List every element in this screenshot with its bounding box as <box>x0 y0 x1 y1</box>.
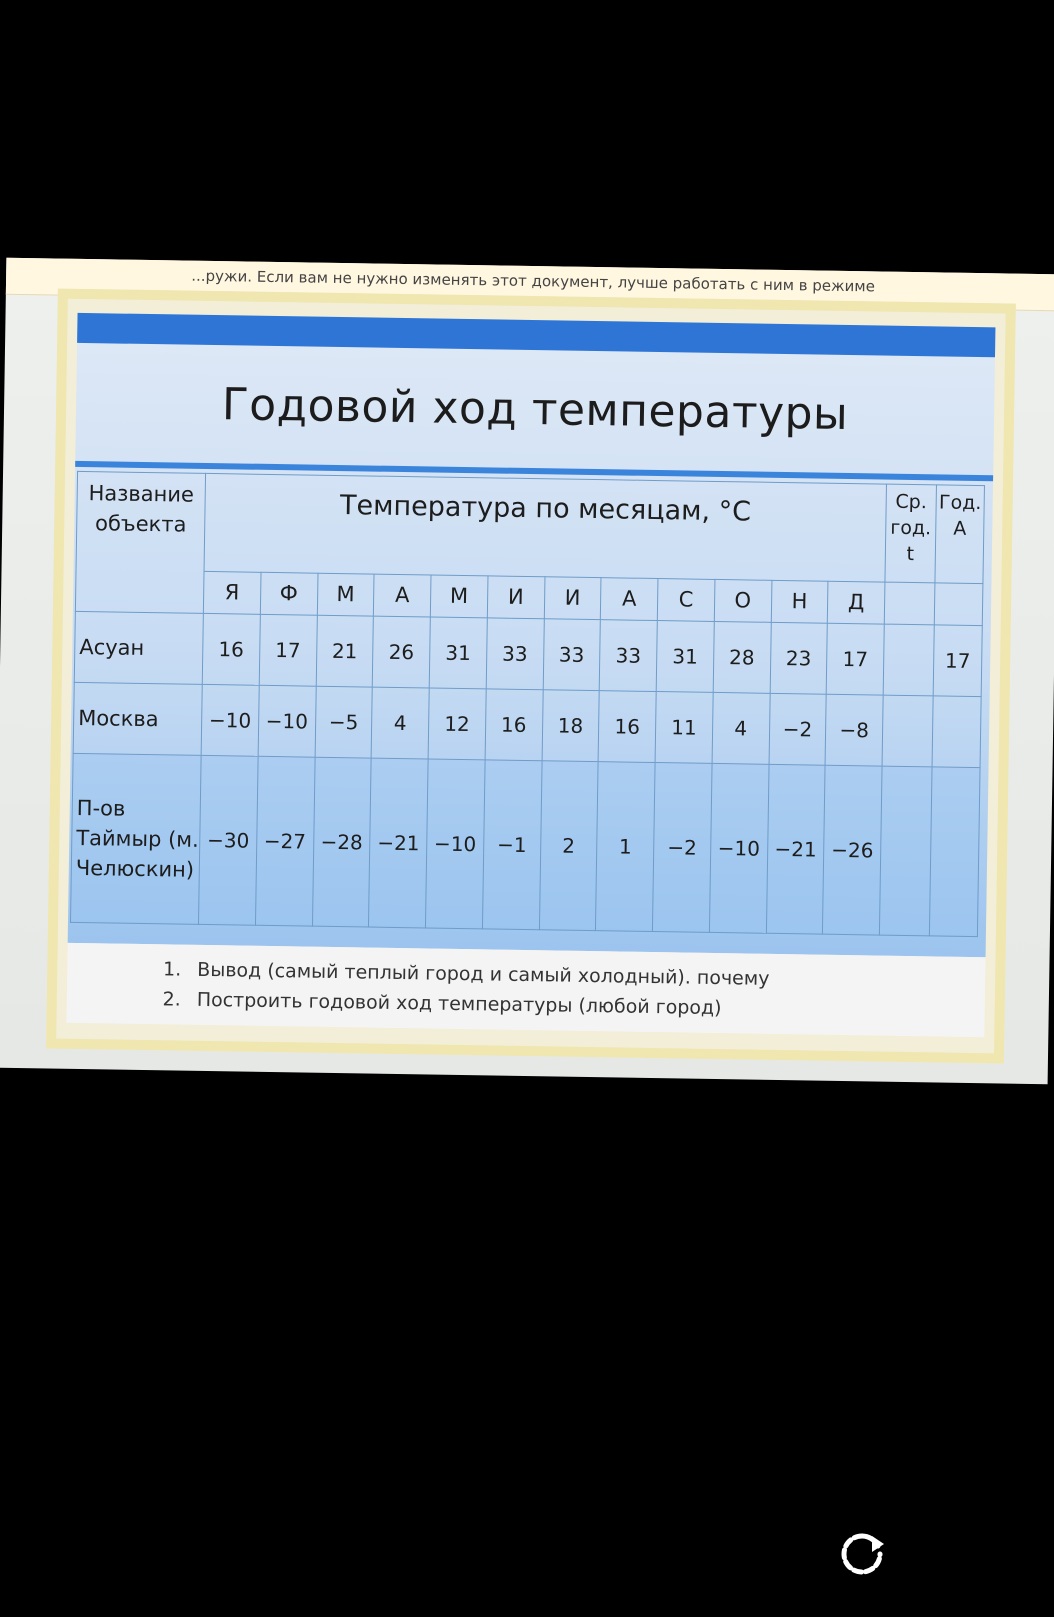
table-cell: 11 <box>655 692 713 764</box>
row-name: П-ов Таймыр (м. Челюскин) <box>70 754 201 925</box>
amplitude-cell <box>932 696 981 768</box>
table-cell: 31 <box>656 621 714 693</box>
table-cell: −10 <box>709 764 768 934</box>
header-avg-temp: Ср. год. t <box>885 484 937 582</box>
empty-cell <box>884 582 935 625</box>
header-object-name: Название объекта <box>75 471 205 613</box>
temperature-table <box>70 471 985 937</box>
row-name: Москва <box>73 683 202 756</box>
table-cell: 4 <box>371 687 429 759</box>
month-header: С <box>657 578 714 622</box>
protected-view-banner: ...ружи. Если вам не нужно изменять этот документ, лучше работать с ним в режиме <box>6 258 1054 312</box>
task-item: 2. Построить годовой ход температуры (любой город) <box>187 985 985 1028</box>
table-cell: 16 <box>202 614 260 686</box>
month-header: Ф <box>260 572 317 616</box>
table-cell: 21 <box>316 615 374 687</box>
table-cell: −21 <box>766 765 825 935</box>
table-cell: 2 <box>539 761 598 931</box>
empty-cell <box>934 582 983 625</box>
table-cell: 16 <box>598 691 656 763</box>
table-cell: 17 <box>259 614 317 686</box>
table-cell: 26 <box>372 616 430 688</box>
table-cell: −10 <box>425 759 484 929</box>
document-photo <box>0 258 1054 1084</box>
avg-cell <box>882 695 933 767</box>
month-header: М <box>430 574 487 618</box>
table-cell: −10 <box>258 686 316 758</box>
table-cell: 17 <box>826 623 884 695</box>
table-cell: 23 <box>770 622 828 694</box>
table-cell: −2 <box>652 763 711 933</box>
table-cell: −28 <box>312 758 371 928</box>
table-cell: 4 <box>712 693 770 765</box>
month-header: Н <box>771 580 828 624</box>
slide-title: Годовой ход температуры <box>221 379 849 441</box>
table-cell: 1 <box>596 762 655 932</box>
table-cell: −21 <box>369 758 428 928</box>
month-header: А <box>374 574 431 618</box>
row-name: Асуан <box>74 612 203 685</box>
table-header-row <box>76 471 984 583</box>
document-page <box>46 289 1016 1064</box>
table-cell: 16 <box>485 689 543 761</box>
month-header: О <box>714 579 771 623</box>
table-cell: 33 <box>599 620 657 692</box>
table-cell: 28 <box>713 622 771 694</box>
table-cell: −1 <box>482 760 541 930</box>
table-cell: −26 <box>823 766 882 936</box>
table-cell: 33 <box>543 619 601 691</box>
task-list <box>66 943 985 1037</box>
table-cell: 12 <box>428 688 486 760</box>
table-cell: −2 <box>769 694 827 766</box>
table-cell: −30 <box>198 756 257 926</box>
table-cell: 31 <box>429 617 487 689</box>
refresh-icon[interactable] <box>836 1528 888 1580</box>
table-cell: −27 <box>255 757 314 927</box>
avg-cell <box>879 766 932 935</box>
header-annual-amplitude: Год. А <box>935 485 985 583</box>
avg-cell <box>883 624 934 696</box>
table-row <box>70 754 980 937</box>
month-header: Я <box>203 571 260 615</box>
slide-top-bar <box>77 313 995 357</box>
table-cell: 33 <box>486 618 544 690</box>
header-months-title: Температура по месяцам, °С <box>204 473 886 581</box>
table-cell: −8 <box>825 694 883 766</box>
table-cell: −10 <box>201 685 259 757</box>
amplitude-cell <box>929 767 980 936</box>
month-header: И <box>487 575 544 619</box>
task-item: 1. Вывод (самый теплый город и самый холодный). почему <box>187 955 985 998</box>
month-header: И <box>544 576 601 620</box>
amplitude-cell: 17 <box>933 625 982 697</box>
slide-image <box>68 313 996 957</box>
month-header: Д <box>828 581 885 625</box>
month-header: А <box>601 577 658 621</box>
month-header: М <box>317 573 374 617</box>
table-cell: 18 <box>542 690 600 762</box>
table-cell: −5 <box>315 686 373 758</box>
